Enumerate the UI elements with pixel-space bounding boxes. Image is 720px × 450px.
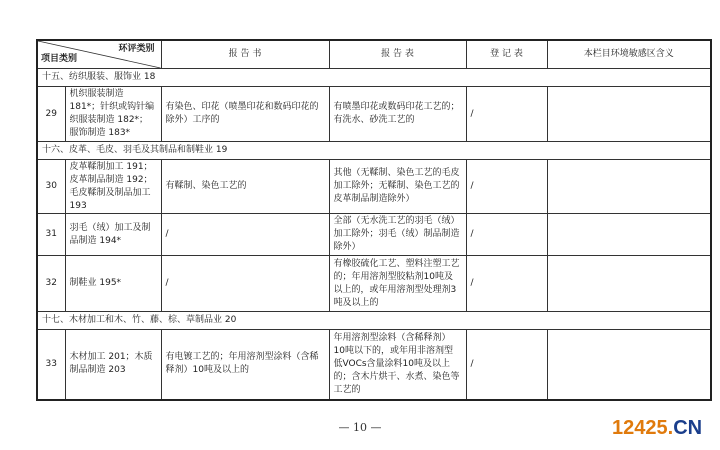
sensitive-cell	[547, 330, 711, 400]
report-table-cell: 有喷墨印花或数码印花工艺的；有洗水、砂洗工艺的	[329, 87, 466, 142]
register-cell: /	[466, 87, 547, 142]
item-cell: 皮革鞣制加工 191；皮革制品制造 192；毛皮鞣制及制品加工 193	[65, 160, 161, 214]
header-category-label: 环评类别	[118, 44, 155, 54]
section-row	[37, 69, 711, 87]
watermark-suffix: CN	[673, 417, 703, 439]
watermark-number: 12425	[612, 417, 668, 439]
sensitive-cell	[547, 256, 711, 312]
section-row	[37, 142, 711, 160]
report-book-cell: 有染色、印花（喷墨印花和数码印花的除外）工序的	[161, 87, 329, 142]
section-title: 十七、木材加工和木、竹、藤、棕、草制品业 20	[37, 312, 711, 330]
row-number: 32	[37, 256, 65, 312]
report-book-cell: 有电镀工艺的；年用溶剂型涂料（含稀释剂）10吨及以上的	[161, 330, 329, 400]
report-table-cell: 有橡胶硫化工艺、塑料注塑工艺的；年用溶剂型胶粘剂10吨及以上的，或年用溶剂型处理剂3吨及以上的	[329, 256, 466, 312]
table-row	[37, 87, 711, 142]
report-book-cell: 有鞣制、染色工艺的	[161, 160, 329, 214]
sensitive-cell	[547, 214, 711, 256]
table-row	[37, 214, 711, 256]
row-number: 31	[37, 214, 65, 256]
register-cell: /	[466, 256, 547, 312]
header-row	[37, 40, 711, 69]
item-cell: 羽毛（绒）加工及制品制造 194*	[65, 214, 161, 256]
header-item-label: 项目类别	[41, 54, 78, 64]
section-row	[37, 312, 711, 330]
row-number: 29	[37, 87, 65, 142]
table-row	[37, 256, 711, 312]
report-book-cell: /	[161, 256, 329, 312]
page-number: — 10 —	[338, 421, 382, 434]
register-cell: /	[466, 160, 547, 214]
site-watermark	[612, 417, 702, 440]
table-row	[37, 160, 711, 214]
header-report-table: 报 告 表	[329, 40, 466, 69]
report-table-cell: 年用溶剂型涂料（含稀释剂）10吨以下的，或年用非溶剂型低VOCs含量涂料10吨及以上的；含木片烘干、水煮、染色等工艺的	[329, 330, 466, 400]
classification-table	[36, 39, 712, 401]
report-book-cell: /	[161, 214, 329, 256]
watermark-dot: .	[667, 417, 674, 439]
register-cell: /	[466, 214, 547, 256]
register-cell: /	[466, 330, 547, 400]
report-table-cell: 其他（无鞣制、染色工艺的毛皮加工除外；无鞣制、染色工艺的皮革制品制造除外）	[329, 160, 466, 214]
item-cell: 木材加工 201；木质制品制造 203	[65, 330, 161, 400]
diagonal-header-cell	[37, 40, 161, 69]
row-number: 33	[37, 330, 65, 400]
section-title: 十六、皮革、毛皮、羽毛及其制品和制鞋业 19	[37, 142, 711, 160]
table-row	[37, 330, 711, 400]
sensitive-cell	[547, 160, 711, 214]
sensitive-cell	[547, 87, 711, 142]
header-register: 登 记 表	[466, 40, 547, 69]
report-table-cell: 全部（无水洗工艺的羽毛（绒）加工除外；羽毛（绒）制品制造除外）	[329, 214, 466, 256]
row-number: 30	[37, 160, 65, 214]
header-report-book: 报 告 书	[161, 40, 329, 69]
section-title: 十五、纺织服装、服饰业 18	[37, 69, 711, 87]
item-cell: 制鞋业 195*	[65, 256, 161, 312]
header-sensitive-area: 本栏目环境敏感区含义	[547, 40, 711, 69]
item-cell: 机织服装制造 181*；针织或钩针编织服装制造 182*；服饰制造 183*	[65, 87, 161, 142]
